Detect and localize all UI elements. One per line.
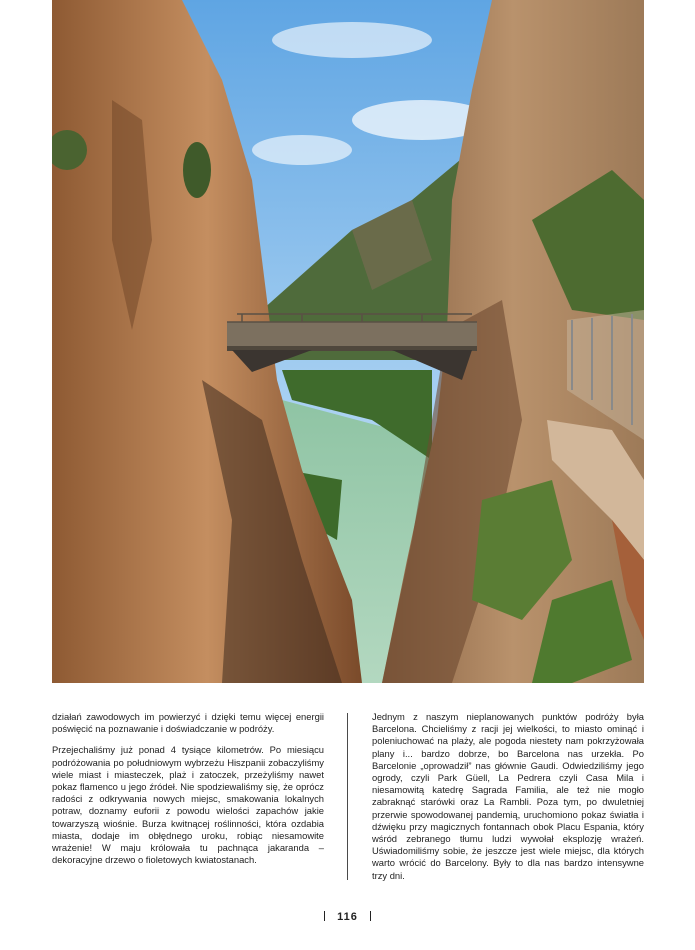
page-footer (0, 911, 695, 923)
column-divider (347, 713, 348, 880)
left-text-column (52, 711, 324, 875)
footer-bar-right (370, 911, 372, 921)
right-text-column (372, 711, 644, 891)
paragraph: Przejechaliśmy już ponad 4 tysiące kilometrów. Po miesiącu podróżowania po południowym wybrzeżu Hiszpanii zobaczyliśmy wiele miast i miasteczek, plaż i zatoczek, przeżyliśmy nawet pokaz flamenco u jego źródeł. Nie spodziewaliśmy się, że oprócz radości z odkrywania nowych miejsc, smakowania lokalnych potraw, doznamy euforii z powodu wielości zapachów jakie towarzyszą wiośnie. Burza kwitnącej roślinności, która ozdabia miasta, dodaje im obłędnego uroku, robiąc niesamowite wrażenie! W maju królowała tu pachnąca jakaranda – dekoracyjne drzewo o fioletowych kwiatostanach. (52, 744, 324, 866)
footer-bar-left (324, 911, 326, 921)
gorge-illustration (52, 0, 644, 683)
paragraph: Jednym z naszym nieplanowanych punktów podróży była Barcelona. Chcieliśmy z racji jej wielkości, to miasto ominąć i poleniuchować na plaży, ale pogoda niestety nam pokrzyżowała plany i... bardzo dobrze, bo Barcelona nas urzekła. Po Barcelonie „oprowadził” nas głównie Gaudi. Odwiedziliśmy jego ogrody, czyli Park Güell, La Pedrera czyli Casa Mila i niesamowitą katedrę Sagrada Familia, ale też nie mogło zabraknąć starówki oraz La Rambli. Poza tym, po dwuletniej przerwie spowodowanej pandemią, uruchomiono pokaz światła i dźwięku przy magicznych fontannach obok Placu Espania, który wśród zebranego tłumu ludzi wywołał eksplozję wrażeń. Uświadomiliśmy sobie, że jeszcze jest wiele miejsc, dla których warto wrócić do Barcelony. Były to dla nas bardzo intensywne trzy dni. (372, 711, 644, 881)
page-number: 116 (337, 911, 358, 923)
gorge-walkway-photo (52, 0, 644, 683)
paragraph: działań zawodowych im powierzyć i dzięki temu więcej energii poświęcić na poznawanie i doświadczanie w podróży. (52, 711, 324, 735)
